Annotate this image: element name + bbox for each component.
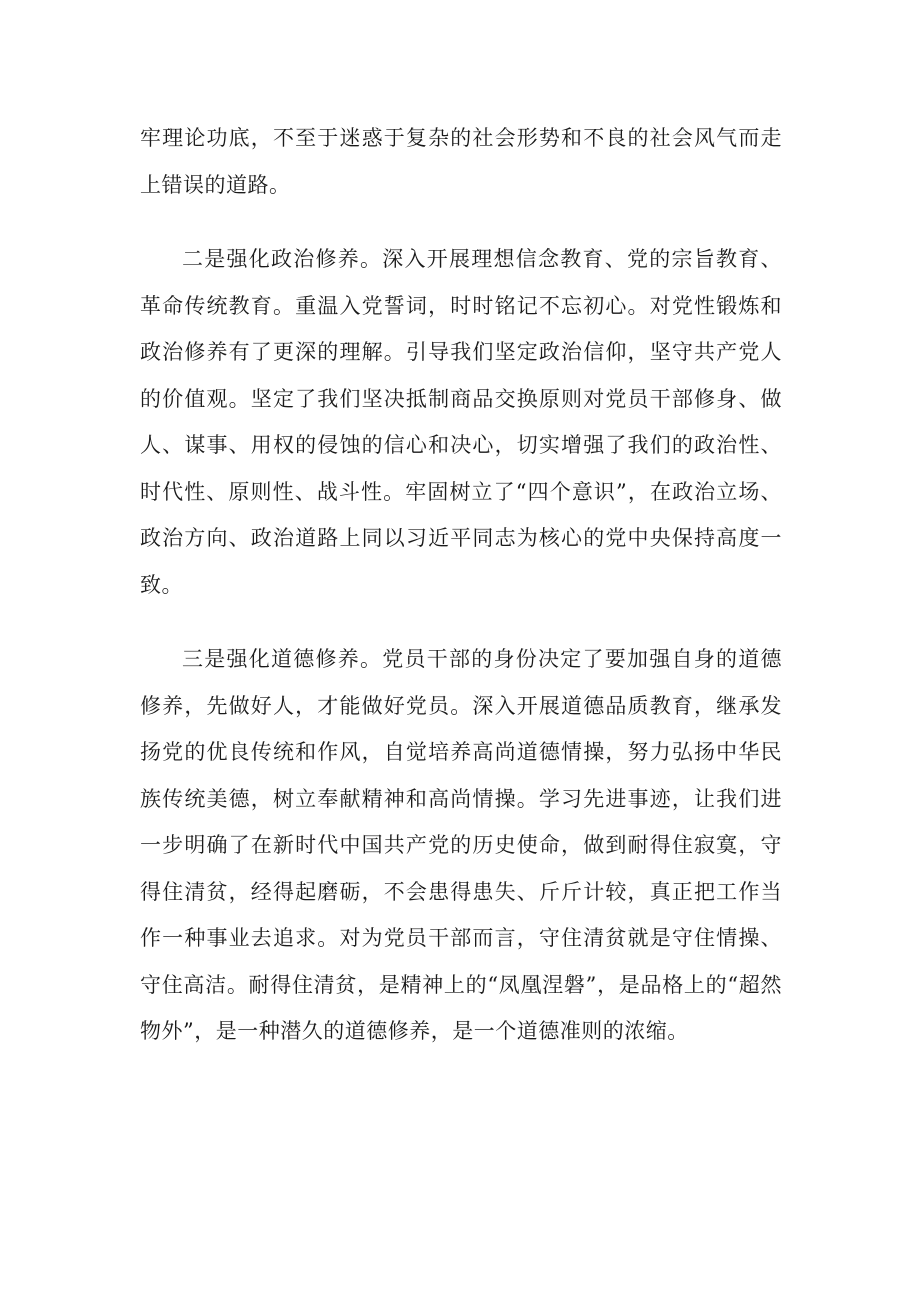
paragraph-moral-cultivation: 三是强化道德修养。党员干部的身份决定了要加强自身的道德修养，先做好人，才能做好党员。深入开展道德品质教育，继承发扬党的优良传统和作风，自觉培养高尚道德情操，努力弘扬中华民族传统美德，树立奉献精神和高尚情操。学习先进事迹，让我们进一步明确了在新时代中国共产党的历史使命，做到耐得住寂寞，守得住清贫，经得起磨砺，不会患得患失、斤斤计较，真正把工作当作一种事业去追求。对为党员干部而言，守住清贫就是守住情操、守住高洁。耐得住清贫，是精神上的“凤凰涅磐”，是品格上的“超然物外”，是一种潜久的道德修养，是一个道德准则的浓缩。 [140, 647, 782, 1043]
paragraph-political-cultivation: 二是强化政治修养。深入开展理想信念教育、党的宗旨教育、革命传统教育。重温入党誓词，时时铭记不忘初心。对党性锻炼和政治修养有了更深的理解。引导我们坚定政治信仰，坚守共产党人的价值观。坚定了我们坚决抵制商品交换原则对党员干部修身、做人、谋事、用权的侵蚀的信心和决心，切实增强了我们的政治性、时代性、原则性、战斗性。牢固树立了“四个意识”，在政治立场、政治方向、政治道路上同以习近平同志为核心的党中央保持高度一致。 [140, 247, 782, 597]
document-body [140, 115, 782, 1055]
paragraph-continuation: 牢理论功底，不至于迷惑于复杂的社会形势和不良的社会风气而走上错误的道路。 [140, 126, 782, 197]
